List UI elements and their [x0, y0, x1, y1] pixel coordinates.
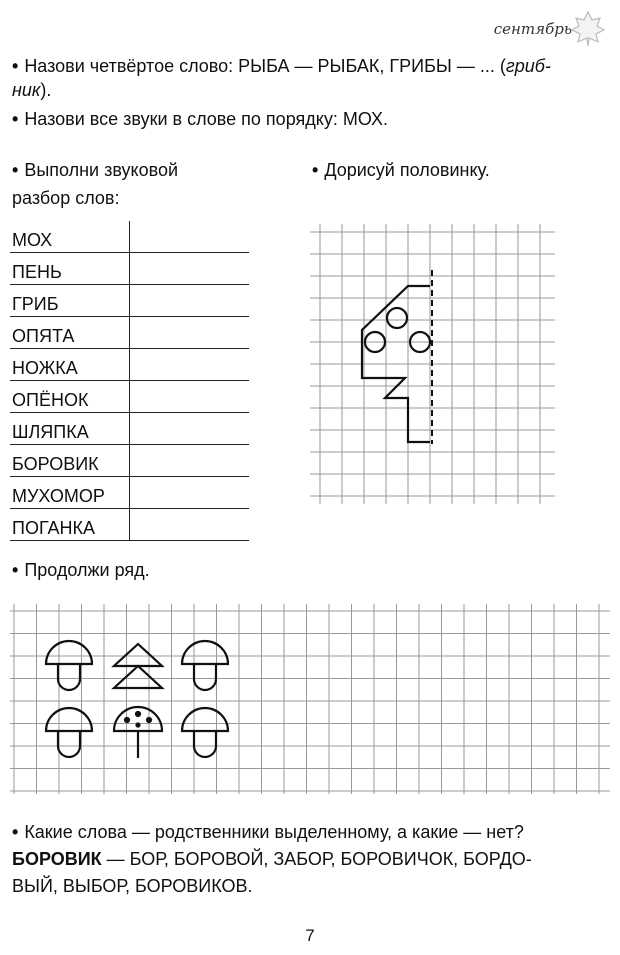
word-cell: ШЛЯПКА [10, 413, 130, 445]
mushroom-figure [182, 708, 228, 757]
month-label: сентябрь [493, 20, 572, 38]
task-fourth-word: • Назови четвёртое слово: РЫБА — РЫБАК, ГРИБЫ — ... (гриб- [12, 56, 551, 76]
answer-cell[interactable] [130, 509, 250, 541]
word-table [10, 221, 249, 541]
word-row [10, 381, 249, 413]
task-analysis-line2: разбор слов: [12, 188, 120, 208]
word-row [10, 509, 249, 541]
word-row [10, 253, 249, 285]
word-row [10, 285, 249, 317]
relatives-words-line1: БОРОВИК — БОР, БОРОВОЙ, ЗАБОР, БОРОВИЧОК, БОРДО- [12, 849, 532, 869]
word-cell: ОПЯТА [10, 317, 130, 349]
answer-cell[interactable] [130, 285, 250, 317]
word-cell: ПЕНЬ [10, 253, 130, 285]
highlighted-word: БОРОВИК [12, 849, 102, 869]
task-relatives: • Какие слова — родственники выделенному, а какие — нет? [12, 822, 524, 842]
relatives-words-line2: ВЫЙ, ВЫБОР, БОРОВИКОВ. [12, 876, 253, 896]
leaf-icon [568, 8, 608, 48]
word-row [10, 349, 249, 381]
word-cell: МУХОМОР [10, 477, 130, 509]
task-continue-row: • Продолжи ряд. [12, 560, 150, 580]
mushroom-figure [182, 641, 228, 690]
word-row [10, 317, 249, 349]
task-draw-half: • Дорисуй половинку. [312, 160, 490, 180]
word-cell: НОЖКА [10, 349, 130, 381]
drawing-grid [310, 224, 555, 504]
word-row [10, 445, 249, 477]
task-analysis: • Выполни звуковой [12, 160, 179, 180]
mushroom-figure [46, 641, 92, 690]
answer-cell[interactable] [130, 221, 250, 253]
word-row [10, 477, 249, 509]
triangles-figure [114, 644, 162, 688]
answer-cell[interactable] [130, 349, 250, 381]
answer-cell[interactable] [130, 253, 250, 285]
task-fourth-word-line2: ник). [12, 80, 52, 100]
page-number: 7 [305, 926, 315, 945]
word-cell: ОПЁНОК [10, 381, 130, 413]
answer-cell[interactable] [130, 413, 250, 445]
answer-cell[interactable] [130, 445, 250, 477]
mushroom-figure [46, 708, 92, 757]
pattern-grid [10, 604, 610, 794]
answer-cell[interactable] [130, 477, 250, 509]
answer-cell[interactable] [130, 317, 250, 349]
task-sounds: • Назови все звуки в слове по порядку: МОХ. [12, 109, 389, 129]
word-cell: МОХ [10, 221, 130, 253]
word-row [10, 221, 249, 253]
word-cell: ГРИБ [10, 285, 130, 317]
word-row [10, 413, 249, 445]
answer-cell[interactable] [130, 381, 250, 413]
fly-agaric-figure [114, 707, 162, 758]
word-cell: ПОГАНКА [10, 509, 130, 541]
word-cell: БОРОВИК [10, 445, 130, 477]
